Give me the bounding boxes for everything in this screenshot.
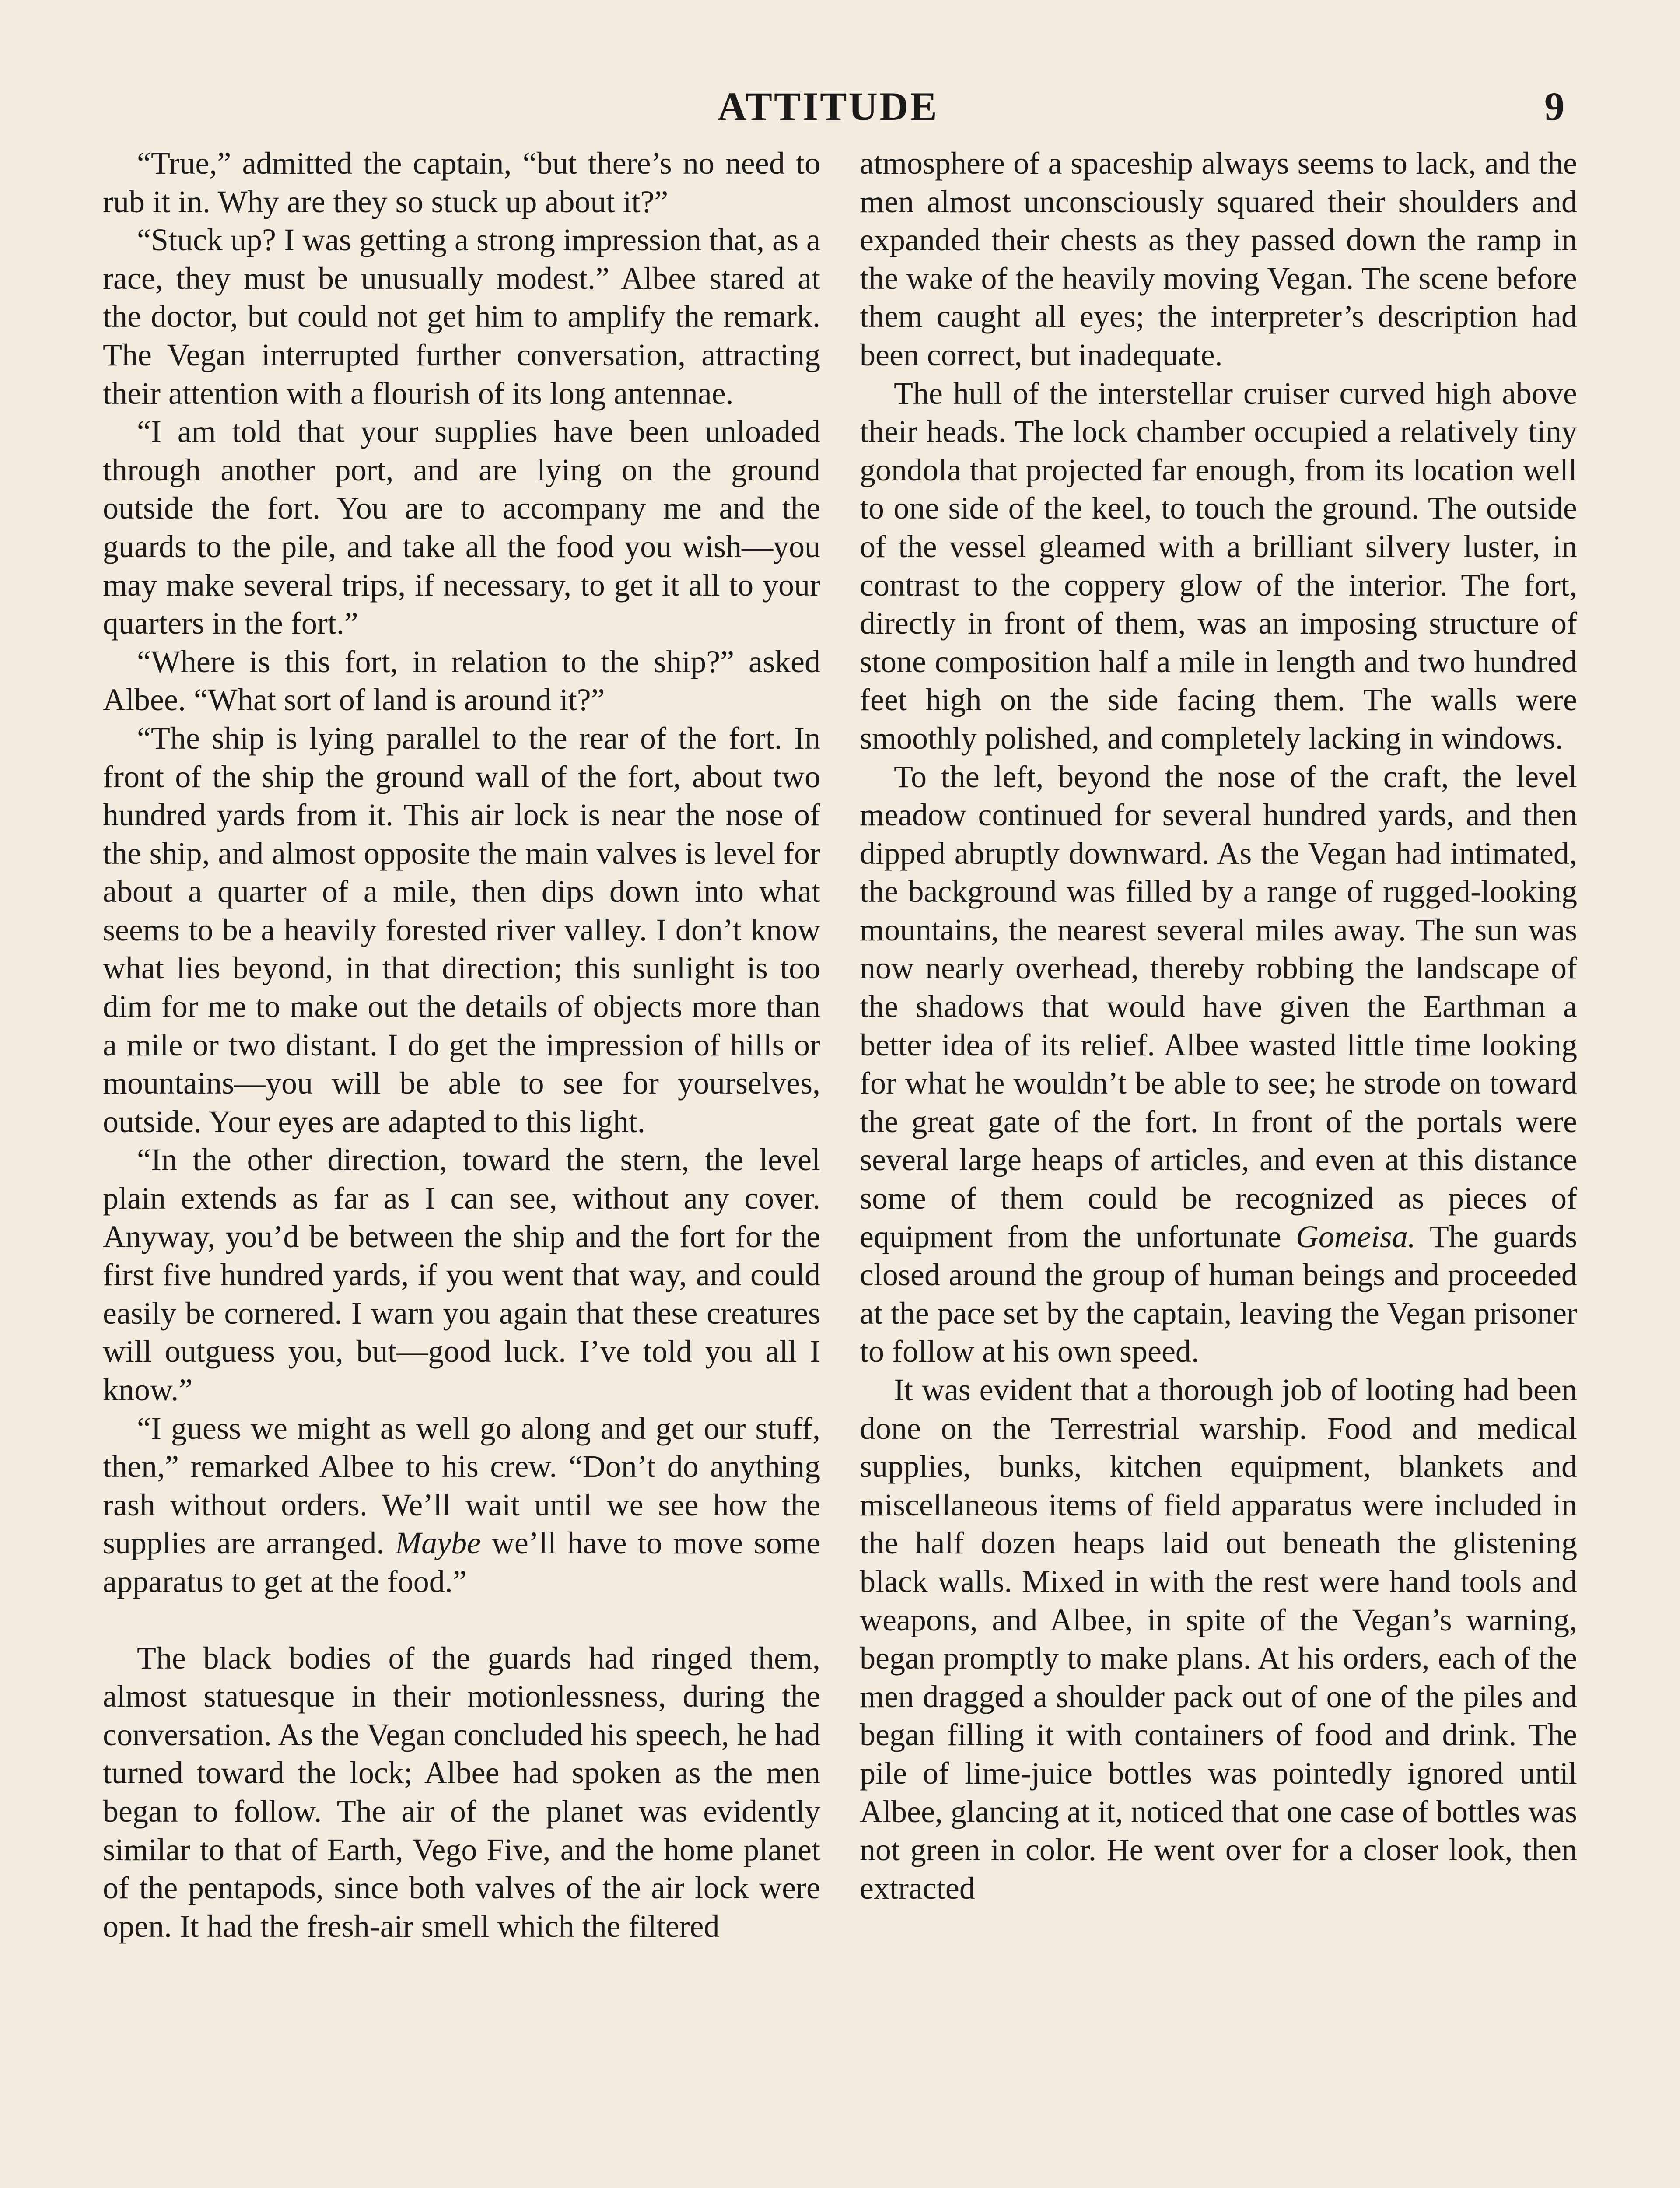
- paragraph: “True,” admitted the captain, “but there’s no need to rub it in. Why are they so stuck up about it?”: [103, 146, 820, 219]
- paragraph: The black bodies of the guards had ringed them, almost statuesque in their motionlessness, during the conversation. As the Vegan concluded his speech, he had turned toward the lock; Albee had spoken as the men began to follow. The air of the planet was evidently similar to that of Earth, Vego Five, and the home planet of the pentapods, since both valves of the air lock were open. It had the fresh-air smell which the filtered: [103, 1640, 820, 1944]
- paragraph: [103, 1410, 820, 1601]
- paragraph: “Where is this fort, in relation to the ship?” asked Albee. “What sort of land is around it?”: [103, 644, 820, 718]
- page-header: [0, 83, 1680, 144]
- paragraph: atmosphere of a spaceship always seems to lack, and the men almost unconsciously squared their shoulders and expanded their chests as they passed down the ramp in the wake of the heavily moving Vegan. The scene before them caught all eyes; the interpreter’s description had been correct, but inadequate.: [860, 146, 1577, 372]
- paragraph-text: “I guess we might as well go along and get our stuff, then,” remarked Albee to his crew. “Don’t do anything rash without orders. We’ll wait until we see how the supplies are arranged.: [103, 1410, 820, 1561]
- italic-ship-name: Gomeisa.: [1295, 1219, 1416, 1254]
- page-number: 9: [1544, 84, 1564, 129]
- italic-word: Maybe: [395, 1525, 481, 1561]
- paragraph-text: we’ll have to move some apparatus to get at the food.”: [103, 1525, 821, 1599]
- right-column: [860, 144, 1577, 1907]
- paragraph: The hull of the interstellar cruiser curved high above their heads. The lock chamber occupied a relatively tiny gondola that projected far enough, from its location well to one side of the keel, to touch the ground. The outside of the vessel gleamed with a brilliant silvery luster, in contrast to the coppery glow of the interior. The fort, directly in front of them, was an imposing structure of stone composition half a mile in length and two hundred feet high on the side facing them. The walls were smoothly polished, and completely lacking in windows.: [860, 375, 1577, 756]
- paragraph-text: To the left, beyond the nose of the craft, the level meadow continued for several hundred yards, and then dipped abruptly downward. As the Vegan had intimated, the background was filled by a range of rugged-looking mountains, the nearest several miles away. The sun was now nearly overhead, thereby robbing the landscape of the shadows that would have given the Earthman a better idea of its relief. Albee wasted little time looking for what he wouldn’t be able to see; he strode on toward the great gate of the fort. In front of the portals were several large heaps of articles, and even at this distance some of them could be recognized as pieces of equipment from the unfortunate: [860, 759, 1577, 1254]
- paragraph: [860, 758, 1577, 1371]
- paragraph: It was evident that a thorough job of looting had been done on the Terrestrial warship. Food and medical supplies, bunks, kitchen equipment, blankets and miscellaneous items of field apparatus were included in the half dozen heaps laid out beneath the glistening black walls. Mixed in with the rest were hand tools and weapons, and Albee, in spite of the Vegan’s warning, began promptly to make plans. At his orders, each of the men dragged a shoulder pack out of one of the piles and began filling it with containers of food and drink. The pile of lime-juice bottles was pointedly ignored until Albee, glancing at it, noticed that one case of bottles was not green in color. He went over for a closer look, then extracted: [860, 1372, 1577, 1906]
- left-column: [103, 144, 820, 1946]
- running-head-title: ATTITUDE: [718, 84, 939, 129]
- paragraph: “The ship is lying parallel to the rear of the fort. In front of the ship the ground wall of the fort, about two hundred yards from it. This air lock is near the nose of the ship, and almost opposite the main valves is level for about a quarter of a mile, then dips down into what seems to be a heavily forested river valley. I don’t know what lies beyond, in that direction; this sunlight is too dim for me to make out the details of objects more than a mile or two distant. I do get the impression of hills or mountains—you will be able to see for yourselves, outside. Your eyes are adapted to this light.: [103, 720, 820, 1139]
- paragraph-text: The guards closed around the group of human beings and proceeded at the pace set by the captain, leaving the Vegan prisoner to follow at his own speed.: [860, 1219, 1578, 1369]
- paragraph: “I am told that your supplies have been unloaded through another port, and are lying on the ground outside the fort. You are to accompany me and the guards to the pile, and take all the food you wish—you may make several trips, if necessary, to get it all to your quarters in the fort.”: [103, 414, 820, 641]
- paragraph: “In the other direction, toward the stern, the level plain extends as far as I can see, without any cover. Anyway, you’d be between the ship and the fort for the first five hundred yards, if you went that way, and could easily be cornered. I warn you again that these creatures will outguess you, but—good luck. I’ve told you all I know.”: [103, 1142, 820, 1407]
- paragraph: “Stuck up? I was getting a strong impression that, as a race, they must be unusually modest.” Albee stared at the doctor, but could not get him to amplify the remark. The Vegan interrupted further conversation, attracting their attention with a flourish of its long antennae.: [103, 222, 820, 411]
